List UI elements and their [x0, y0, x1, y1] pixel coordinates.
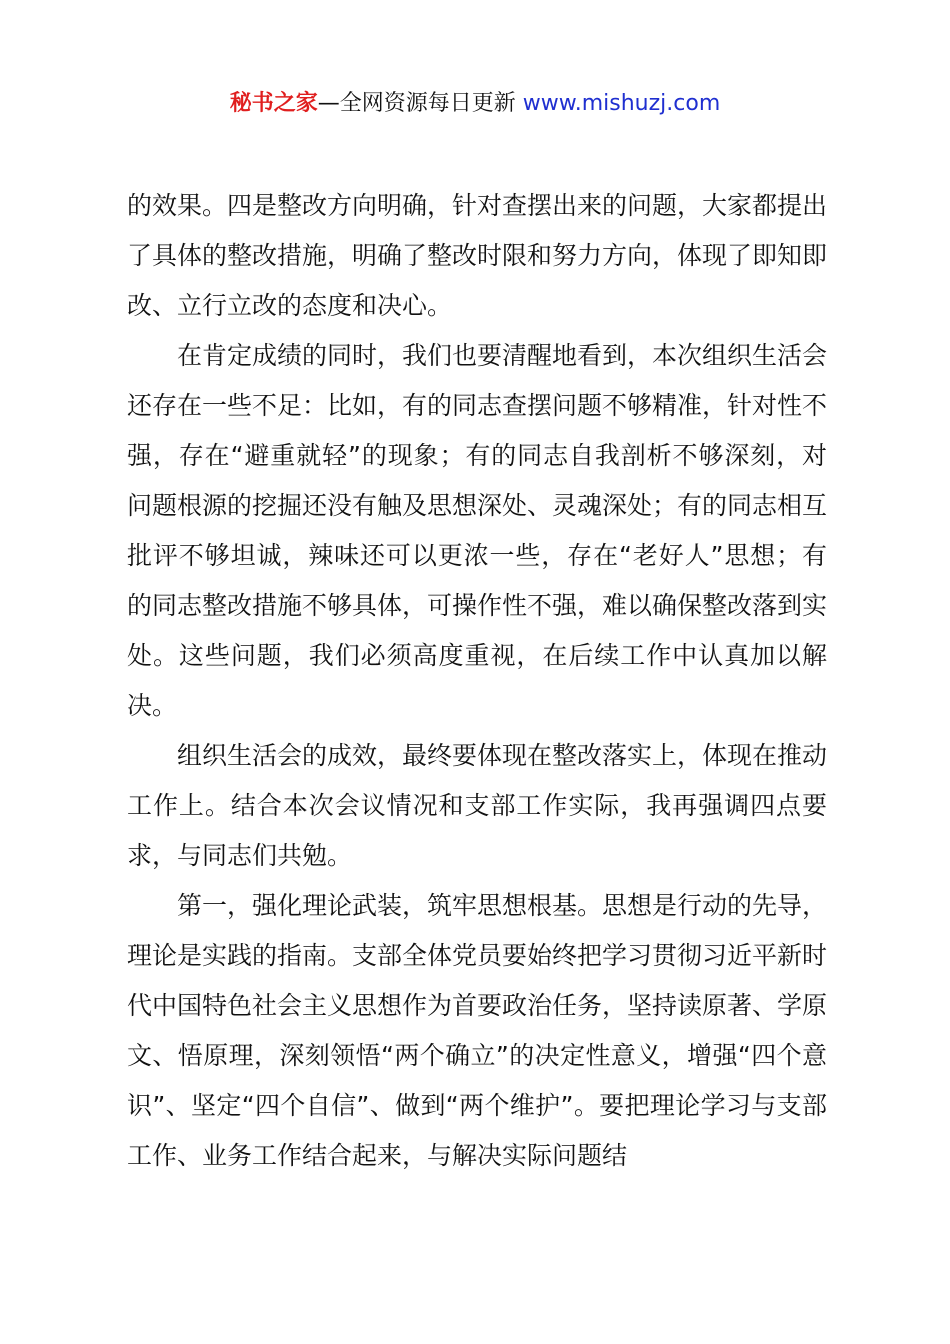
- page-header: [0, 88, 950, 120]
- paragraph-requirement-one: 第一，强化理论武装，筑牢思想根基。思想是行动的先导，理论是实践的指南。支部全体党员要始终把学习贯彻习近平新时代中国特色社会主义思想作为首要政治任务，坚持读原著、学原文、悟原理，深刻领悟“两个确立”的决定性意义，增强“四个意识”、坚定“四个自信”、做到“两个维护”。要把理论学习与支部工作、业务工作结合起来，与解决实际问题结: [127, 891, 828, 1170]
- paragraph-continuation: 的效果。四是整改方向明确，针对查摆出来的问题，大家都提出了具体的整改措施，明确了整改时限和努力方向，体现了即知即改、立行立改的态度和决心。: [127, 191, 828, 320]
- website-link[interactable]: www.mishuzj.com: [522, 91, 721, 116]
- header-tagline: —全网资源每日更新: [317, 91, 516, 116]
- paragraph-requirements-intro: 组织生活会的成效，最终要体现在整改落实上，体现在推动工作上。结合本次会议情况和支部工作实际，我再强调四点要求，与同志们共勉。: [127, 741, 828, 870]
- paragraph-shortcomings: 在肯定成绩的同时，我们也要清醒地看到，本次组织生活会还存在一些不足：比如，有的同志查摆问题不够精准，针对性不强，存在“避重就轻”的现象；有的同志自我剖析不够深刻，对问题根源的挖掘还没有触及思想深处、灵魂深处；有的同志相互批评不够坦诚，辣味还可以更浓一些，存在“老好人”思想；有的同志整改措施不够具体，可操作性不强，难以确保整改落到实处。这些问题，我们必须高度重视，在后续工作中认真加以解决。: [127, 341, 828, 720]
- document-body: [127, 181, 827, 1181]
- brand-name: 秘书之家: [229, 91, 318, 116]
